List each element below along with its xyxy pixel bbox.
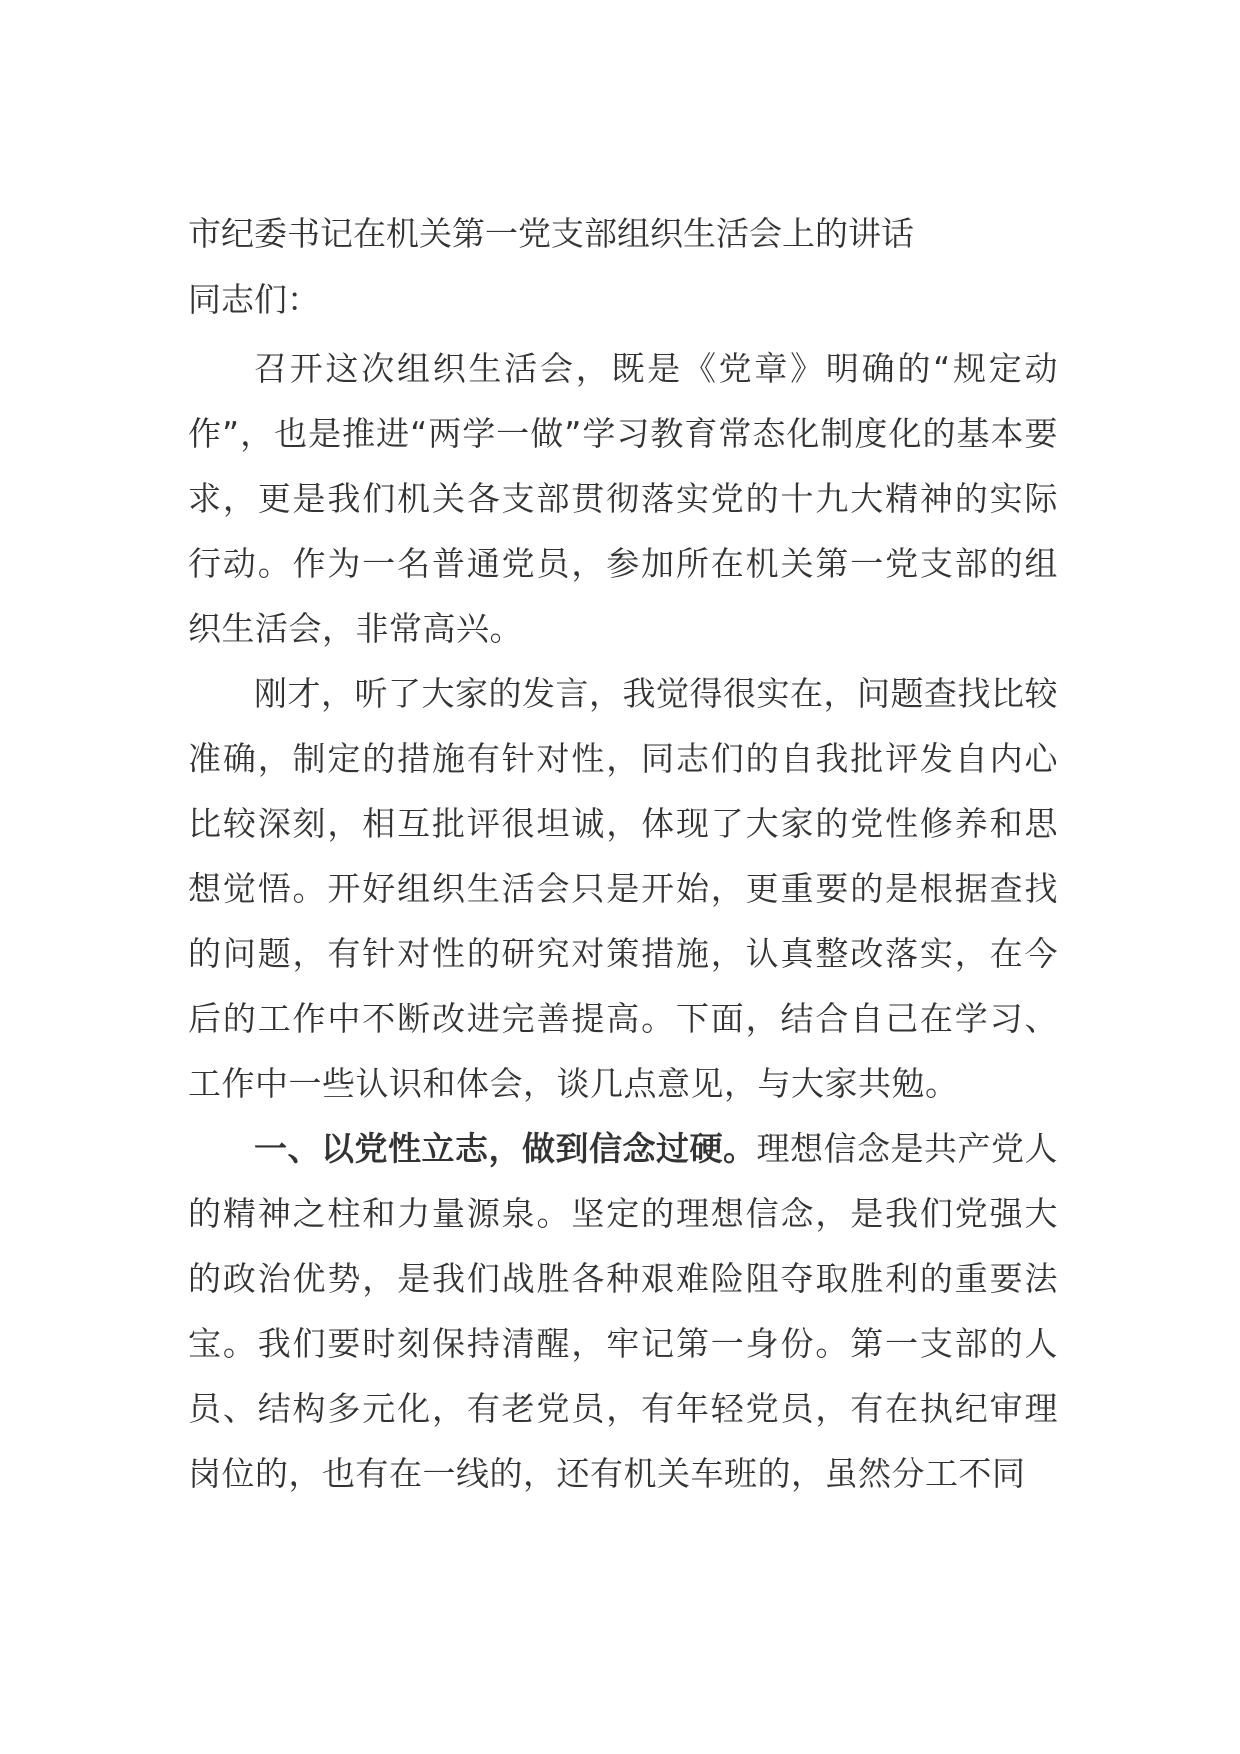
- paragraph-2: 刚才，听了大家的发言，我觉得很实在，问题查找比较准确，制定的措施有针对性，同志们的自我批评发自内心比较深刻，相互批评很坦诚，体现了大家的党性修养和思想觉悟。开好组织生活会只是开始，更重要的是根据查找的问题，有针对性的研究对策措施，认真整改落实，在今后的工作中不断改进完善提高。下面，结合自己在学习、工作中一些认识和体会，谈几点意见，与大家共勉。: [188, 674, 1058, 1103]
- section-one-paragraph: [188, 1116, 1058, 1506]
- document-title: 市纪委书记在机关第一党支部组织生活会上的讲话: [188, 214, 914, 253]
- section-one-body: 理想信念是共产党人的精神之柱和力量源泉。坚定的理想信念，是我们党强大的政治优势，是我们战胜各种艰难险阻夺取胜利的重要法宝。我们要时刻保持清醒，牢记第一身份。第一支部的人员、结构多元化，有老党员，有年轻党员，有在执纪审理岗位的，也有在一线的，还有机关车班的，虽然分工不同: [188, 1129, 1058, 1493]
- document-page: [188, 212, 1058, 1506]
- section-one-heading: 一、以党性立志，做到信念过硬。: [254, 1129, 757, 1168]
- greeting: 同志们：: [188, 280, 320, 319]
- paragraph-1: 召开这次组织生活会，既是《党章》明确的“规定动作”，也是推进“两学一做”学习教育常态化制度化的基本要求，更是我们机关各支部贯彻落实党的十九大精神的实际行动。作为一名普通党员，参加所在机关第一党支部的组织生活会，非常高兴。: [188, 349, 1058, 648]
